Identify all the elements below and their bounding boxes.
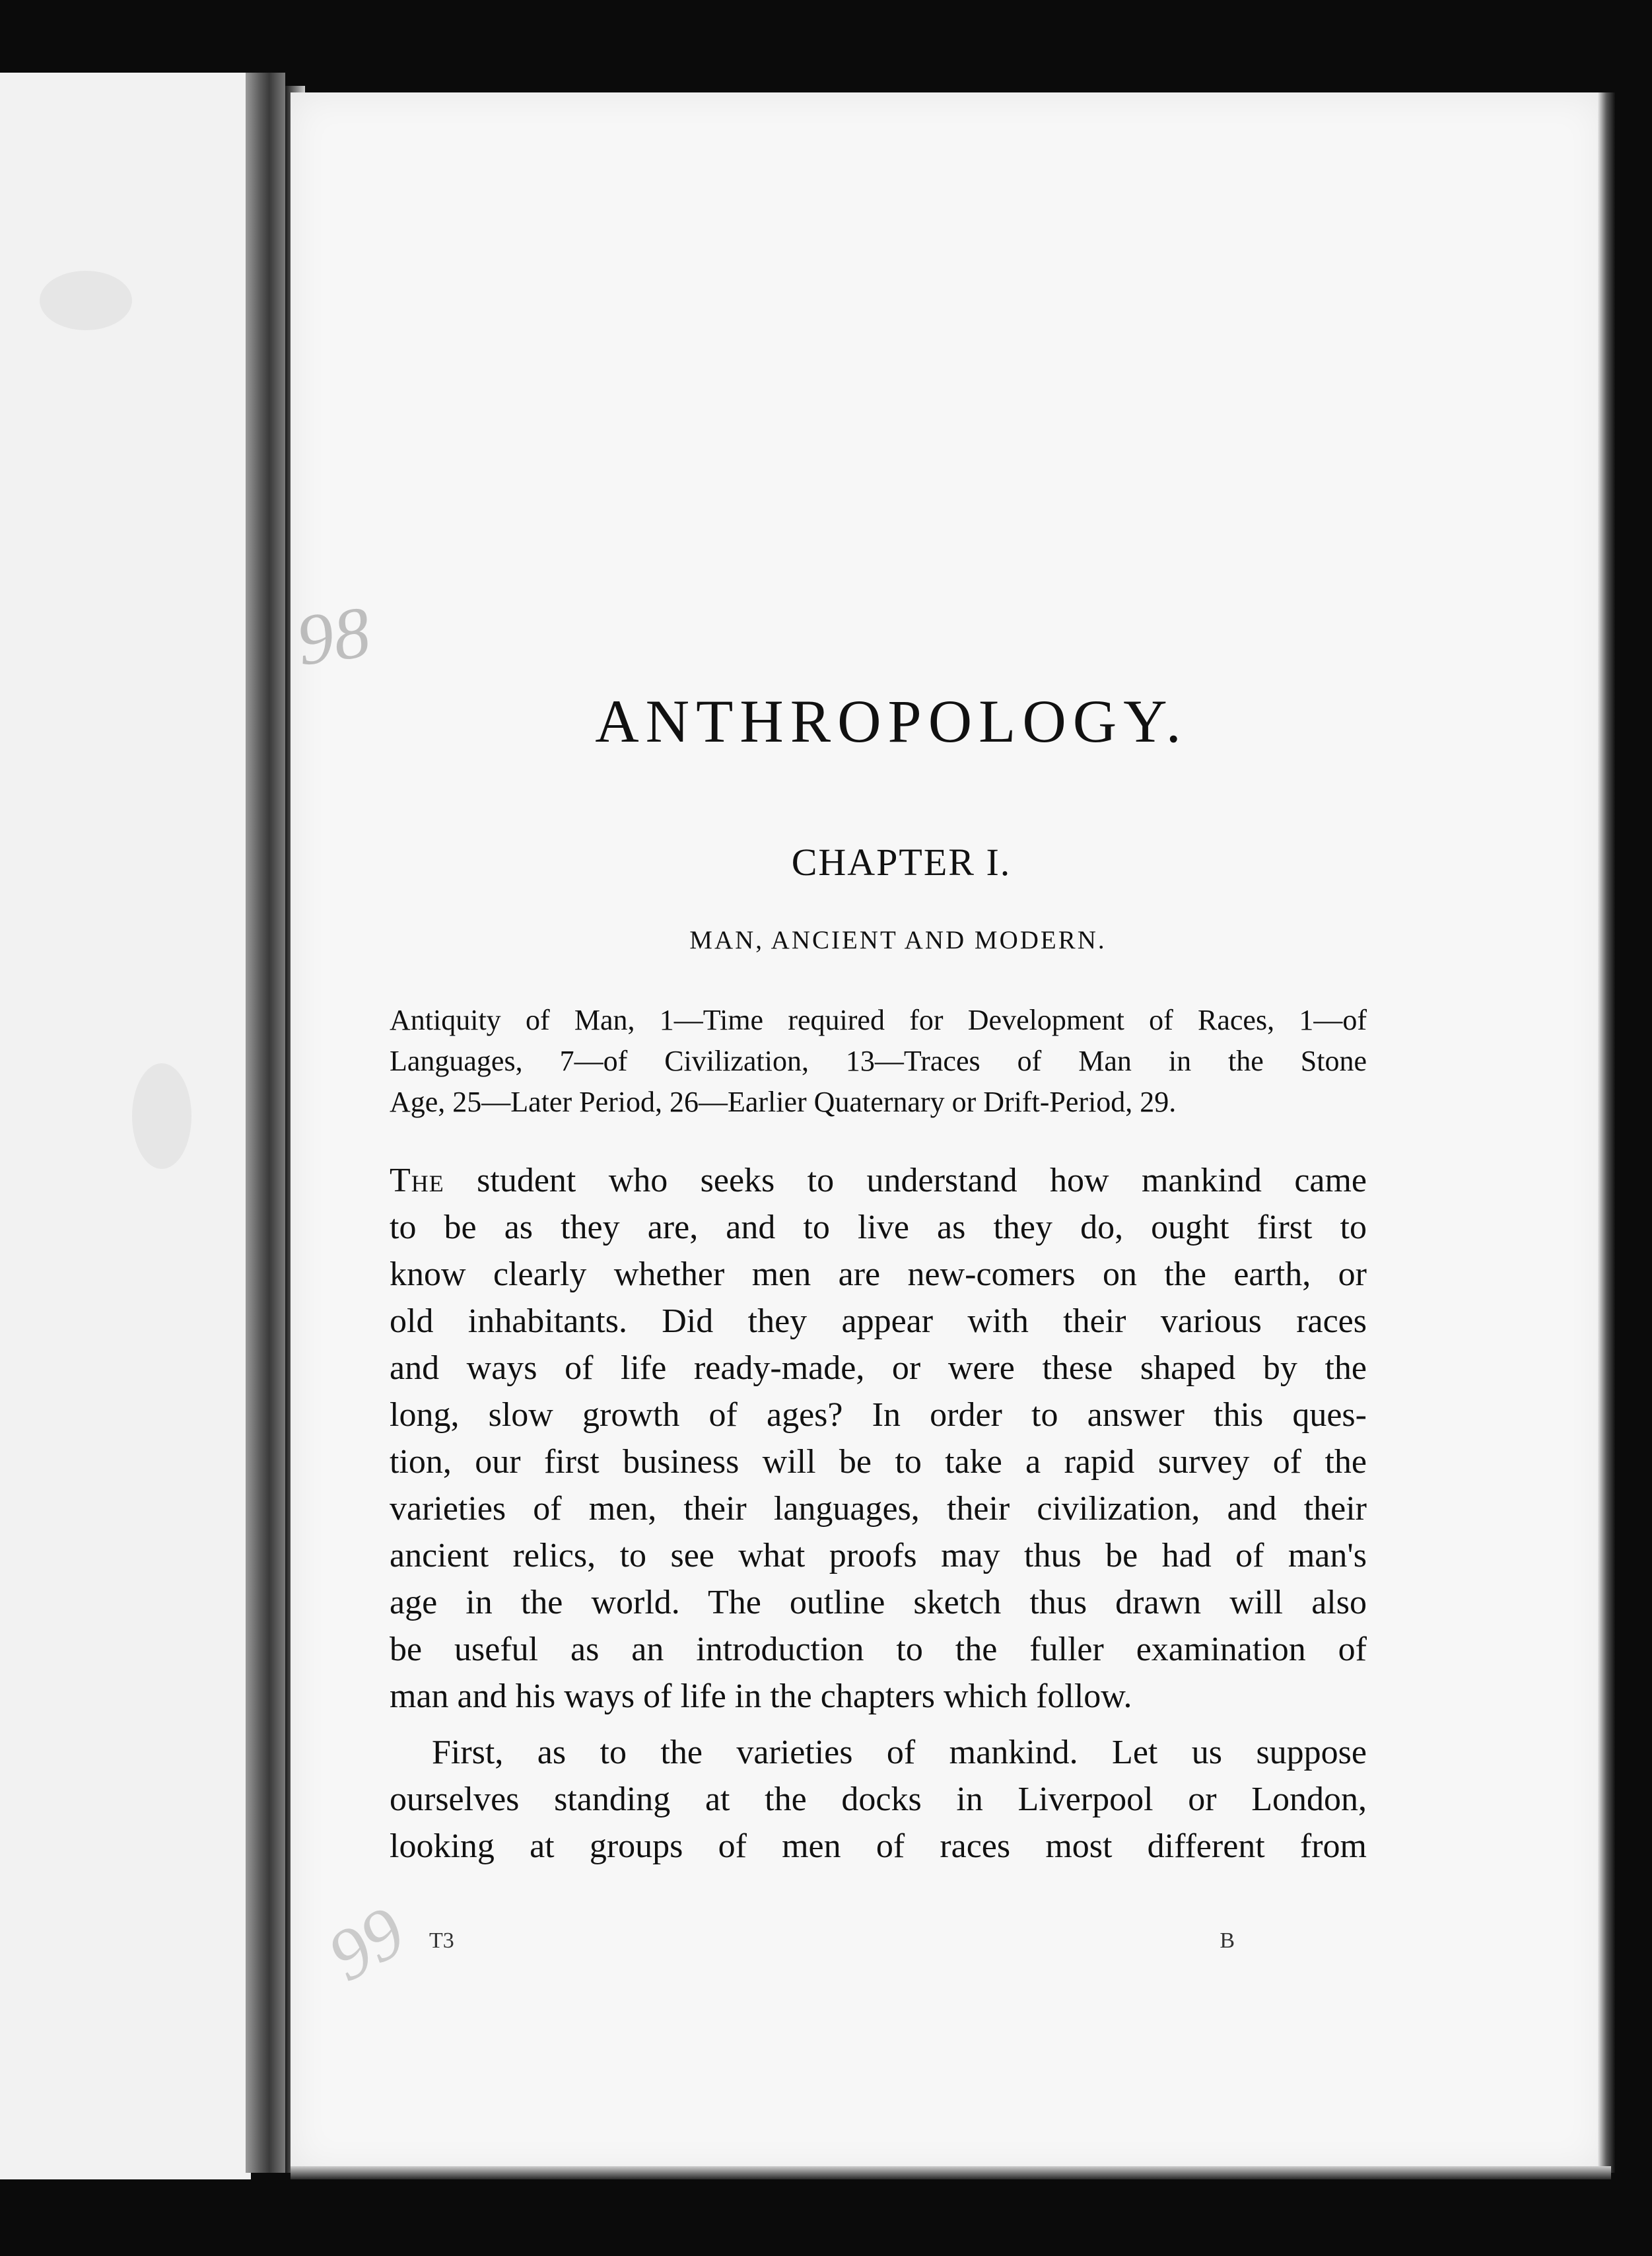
text-line: to be as they are, and to live as they do, ought first to	[390, 1208, 1367, 1246]
page-text	[390, 687, 1367, 1870]
page-edge	[1598, 92, 1615, 2173]
lead-word: The	[390, 1161, 444, 1199]
text-line: varieties of men, their languages, their civilization, and their	[390, 1489, 1367, 1528]
page-edge-bottom	[291, 2166, 1611, 2179]
text-line: tion, our first business will be to take a rapid survey of the	[390, 1442, 1367, 1481]
text-line: long, slow growth of ages? In order to answer this ques-	[390, 1395, 1367, 1434]
text-line: ancient relics, to see what proofs may thus be had of man's	[390, 1536, 1367, 1574]
text-line: looking at groups of men of races most different from	[390, 1827, 1367, 1865]
paper-stain	[132, 1063, 191, 1169]
text-line: old inhabitants. Did they appear with their various races	[390, 1302, 1367, 1340]
text-line	[390, 1157, 1367, 1204]
paragraph	[390, 1729, 1367, 1870]
book-title: ANTHROPOLOGY.	[595, 687, 1188, 755]
summary-line: Age, 25—Later Period, 26—Earlier Quaternary or Drift-Period, 29.	[390, 1085, 1177, 1118]
text-line: man and his ways of life in the chapters which follow.	[390, 1677, 1132, 1715]
paragraph	[390, 1157, 1367, 1720]
facing-page	[0, 73, 251, 2179]
paper-stain	[40, 271, 132, 330]
book-gutter	[246, 73, 285, 2173]
text-line: and ways of life ready-made, or were these shaped by the	[390, 1349, 1367, 1387]
text-line: ourselves standing at the docks in Liverpool or London,	[390, 1780, 1367, 1818]
handwritten-margin-mark: 99	[314, 1890, 418, 1997]
summary-line: Antiquity of Man, 1—Time required for Development of Races, 1—of	[390, 1003, 1367, 1036]
chapter-title: MAN, ANCIENT AND MODERN.	[689, 925, 1107, 954]
text-line: know clearly whether men are new-comers on the earth, or	[390, 1255, 1367, 1293]
summary-line: Languages, 7—of Civilization, 13—Traces of Man in the Stone	[390, 1044, 1367, 1077]
chapter-summary	[390, 1000, 1367, 1123]
text-fragment: student who seeks to understand how mankind came	[444, 1161, 1367, 1199]
signature-mark: T3	[429, 1928, 454, 1953]
chapter-heading: CHAPTER I.	[791, 840, 1012, 884]
handwritten-margin-mark: 98	[291, 590, 375, 682]
text-line: age in the world. The outline sketch thus drawn will also	[390, 1583, 1367, 1621]
text-line: First, as to the varieties of mankind. Let us suppose	[432, 1733, 1367, 1771]
signature-letter: B	[1220, 1928, 1235, 1953]
text-line: be useful as an introduction to the fuller examination of	[390, 1630, 1367, 1668]
